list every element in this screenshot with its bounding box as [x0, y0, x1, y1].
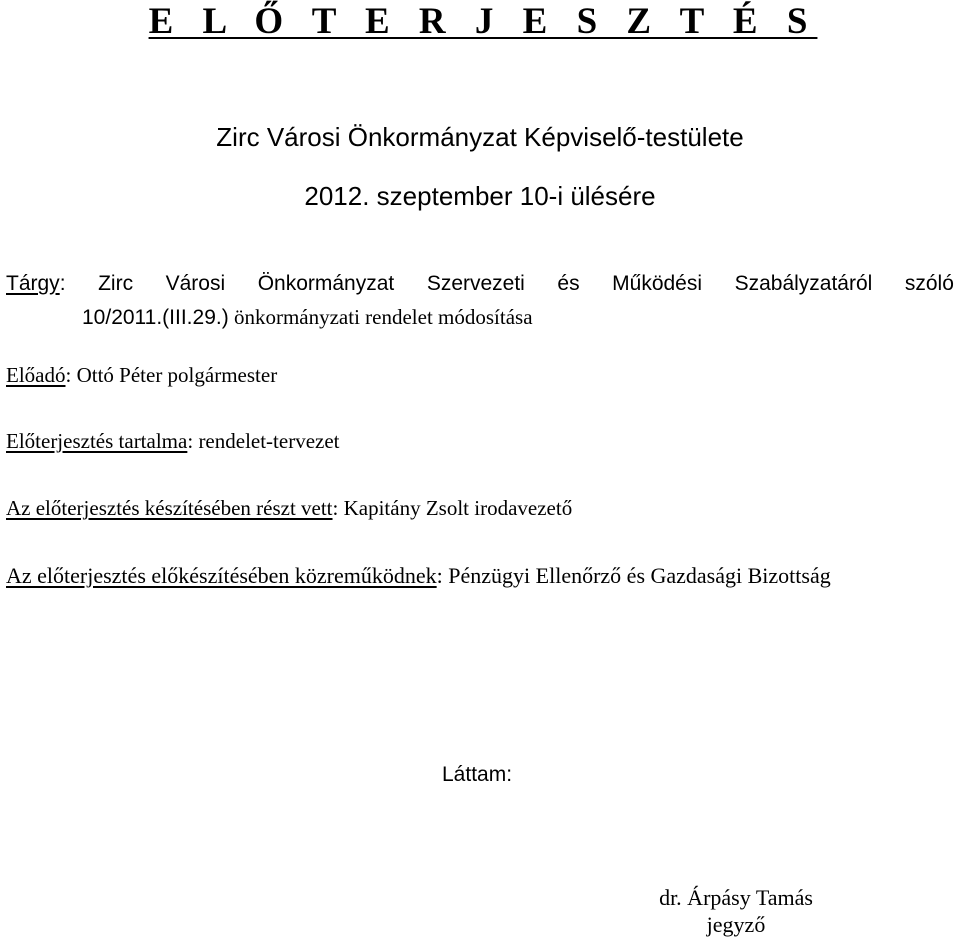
signature-block: [620, 884, 852, 938]
signer-name: dr. Árpásy Tamás: [659, 885, 813, 910]
subject-line-1: [6, 271, 954, 297]
signer-title: jegyző: [706, 912, 766, 937]
contributor-line: Az előterjesztés előkészítésében közreműködnek: Pénzügyi Ellenőrző és Gazdasági Bizottság: [6, 563, 831, 588]
subject-word: és: [557, 272, 580, 295]
subject-continuation: önkormányzati rendelet módosítása: [228, 305, 533, 329]
subject-word: Zirc: [98, 272, 134, 295]
preparer-line: Az előterjesztés készítésében részt vett: Kapitány Zsolt irodavezető: [6, 496, 573, 520]
regulation-number: 10/2011.(III.29.): [82, 306, 229, 329]
subject-word: szóló: [904, 272, 954, 295]
presenter-line: Előadó: Ottó Péter polgármester: [6, 363, 278, 387]
meeting-date: 2012. szeptember 10-i ülésére: [304, 181, 656, 211]
content-line: Előterjesztés tartalma: rendelet-tervezet: [6, 429, 340, 453]
body-name: Zirc Városi Önkormányzat Képviselő-testülete: [216, 122, 744, 152]
preparer-label: Az előterjesztés készítésében részt vett: [6, 496, 333, 520]
content-label: Előterjesztés tartalma: [6, 429, 188, 453]
subject-line-2: [82, 304, 533, 331]
presenter-label: Előadó: [6, 363, 66, 387]
presenter-value: Ottó Péter polgármester: [76, 363, 278, 387]
subject-word: Szervezeti: [426, 272, 525, 295]
document-title: E L Ő T E R J E S Z T É S: [148, 1, 818, 42]
subject-word: Városi: [165, 272, 226, 295]
subject-word: Szabályzatáról: [734, 272, 873, 295]
content-value: rendelet-tervezet: [198, 429, 340, 453]
contributor-value: Pénzügyi Ellenőrző és Gazdasági Bizottság: [448, 563, 831, 588]
subject-word: Működési: [612, 272, 703, 295]
subject-word: Önkormányzat: [257, 272, 395, 295]
contributor-label: Az előterjesztés előkészítésében közreműködnek: [6, 563, 437, 588]
approval-label: Láttam:: [442, 763, 513, 786]
subject-label-group: Tárgy:: [6, 272, 66, 295]
preparer-value: Kapitány Zsolt irodavezető: [343, 496, 573, 520]
subject-label: Tárgy: [6, 272, 60, 295]
